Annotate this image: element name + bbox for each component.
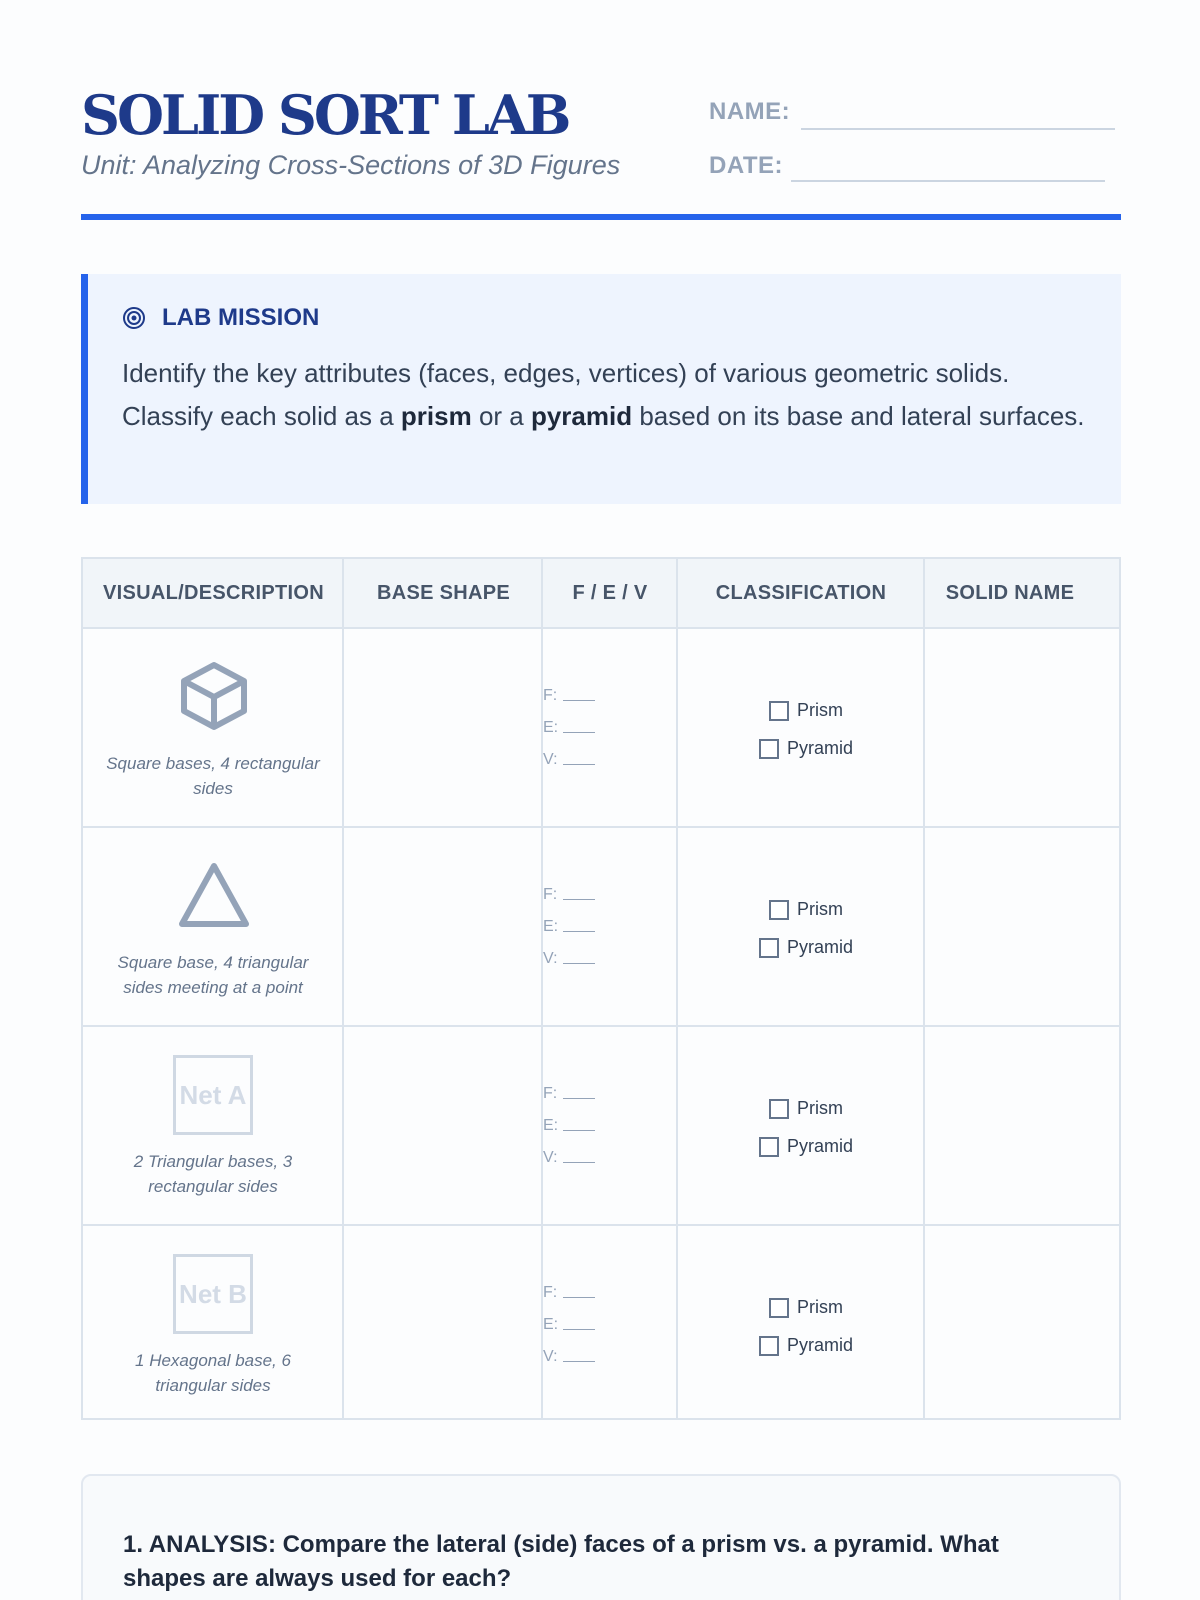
pyramid-label: Pyramid <box>787 1335 854 1355</box>
fev-blanks[interactable] <box>543 686 623 782</box>
mission-text <box>122 352 1092 438</box>
mission-title: LAB MISSION <box>162 304 320 331</box>
blank-line <box>563 1162 595 1163</box>
col-classification: CLASSIFICATION <box>715 582 887 604</box>
edges-blank[interactable] <box>543 1116 623 1148</box>
analysis-question-box <box>81 1474 1121 1600</box>
vertices-label: V: <box>543 950 558 967</box>
fev-blanks[interactable] <box>543 885 623 981</box>
vertices-blank[interactable] <box>543 949 623 981</box>
pyramid-label: Pyramid <box>787 1136 854 1156</box>
edges-blank[interactable] <box>543 1315 623 1347</box>
triangle-icon <box>176 856 252 932</box>
fev-blanks[interactable] <box>543 1084 623 1180</box>
vertices-blank[interactable] <box>543 1148 623 1180</box>
col-solid-name: SOLID NAME <box>945 582 1075 604</box>
blank-line <box>563 1361 595 1362</box>
blank-line <box>563 1098 595 1099</box>
row-description: 1 Hexagonal base, 6 triangular sides <box>135 1351 291 1395</box>
row-description: Square base, 4 triangular sides meeting at a point <box>117 953 309 997</box>
cube-icon <box>176 657 252 733</box>
edges-label: E: <box>543 719 559 736</box>
faces-blank[interactable] <box>543 1283 623 1315</box>
lab-mission-box <box>81 274 1121 504</box>
net-b-placeholder: Net B <box>173 1254 253 1334</box>
blank-line <box>563 931 595 932</box>
unit-subtitle: Unit: Analyzing Cross-Sections of 3D Figures <box>81 150 621 180</box>
checkbox-box[interactable] <box>759 1137 779 1157</box>
mission-bold-pyramid: pyramid <box>530 401 633 431</box>
pyramid-label: Pyramid <box>787 738 854 758</box>
edges-label: E: <box>543 1316 559 1333</box>
prism-label: Prism <box>797 1297 843 1317</box>
worksheet-page <box>81 0 1121 1600</box>
checkbox-box[interactable] <box>759 938 779 958</box>
mission-text-part: Identify the key attributes (faces, edges, vertices) of various geometric solids. Classify each solid as a <box>122 358 1010 431</box>
target-icon <box>122 306 146 330</box>
blank-line <box>563 700 595 701</box>
blank-line <box>563 899 595 900</box>
prism-label: Prism <box>797 899 843 919</box>
checkbox-box[interactable] <box>759 739 779 759</box>
name-label: NAME: <box>709 98 791 125</box>
faces-label: F: <box>543 886 558 903</box>
checkbox-box[interactable] <box>769 1298 789 1318</box>
header-divider <box>81 214 1121 220</box>
date-field[interactable] <box>709 134 1121 179</box>
mission-bold-prism: prism <box>400 401 472 431</box>
blank-line <box>563 764 595 765</box>
edges-blank[interactable] <box>543 718 623 750</box>
col-visual-description: VISUAL/DESCRIPTION <box>103 582 324 604</box>
col-base-shape: BASE SHAPE <box>376 582 511 604</box>
checkbox-box[interactable] <box>769 701 789 721</box>
blank-line <box>563 963 595 964</box>
faces-label: F: <box>543 1284 558 1301</box>
faces-label: F: <box>543 687 558 704</box>
table-header <box>83 559 1119 627</box>
table-row <box>83 1226 1119 1425</box>
mission-text-part: based on its base and lateral surfaces. <box>632 401 1085 431</box>
prism-label: Prism <box>797 1098 843 1118</box>
faces-label: F: <box>543 1085 558 1102</box>
vertices-blank[interactable] <box>543 1347 623 1379</box>
fev-blanks[interactable] <box>543 1283 623 1379</box>
name-field[interactable] <box>709 80 1121 125</box>
row-description: 2 Triangular bases, 3 rectangular sides <box>133 1152 293 1196</box>
checkbox-box[interactable] <box>769 1099 789 1119</box>
vertices-label: V: <box>543 1348 558 1365</box>
solids-table <box>81 557 1121 1420</box>
net-a-placeholder: Net A <box>173 1055 253 1135</box>
table-row <box>83 828 1119 1027</box>
worksheet-title: SOLID SORT LAB <box>81 83 569 147</box>
edges-label: E: <box>543 918 559 935</box>
row-description: Square bases, 4 rectangular sides <box>106 754 320 798</box>
vertices-label: V: <box>543 1149 558 1166</box>
blank-line <box>563 1297 595 1298</box>
faces-blank[interactable] <box>543 1084 623 1116</box>
name-line[interactable] <box>801 128 1115 130</box>
vertices-blank[interactable] <box>543 750 623 782</box>
mission-text-part: or a <box>471 401 531 431</box>
checkbox-box[interactable] <box>759 1336 779 1356</box>
date-label: DATE: <box>709 152 784 179</box>
blank-line <box>563 732 595 733</box>
vertices-label: V: <box>543 751 558 768</box>
table-row <box>83 1027 1119 1226</box>
worksheet-header <box>81 80 1121 220</box>
col-fev: F / E / V <box>572 582 648 604</box>
analysis-question: 1. ANALYSIS: Compare the lateral (side) faces of a prism vs. a pyramid. What shapes are always used for each? <box>123 1531 999 1592</box>
table-row <box>83 629 1119 828</box>
edges-label: E: <box>543 1117 559 1134</box>
date-line[interactable] <box>791 180 1105 182</box>
edges-blank[interactable] <box>543 917 623 949</box>
pyramid-label: Pyramid <box>787 937 854 957</box>
faces-blank[interactable] <box>543 686 623 718</box>
blank-line <box>563 1329 595 1330</box>
blank-line <box>563 1130 595 1131</box>
prism-label: Prism <box>797 700 843 720</box>
faces-blank[interactable] <box>543 885 623 917</box>
checkbox-box[interactable] <box>769 900 789 920</box>
